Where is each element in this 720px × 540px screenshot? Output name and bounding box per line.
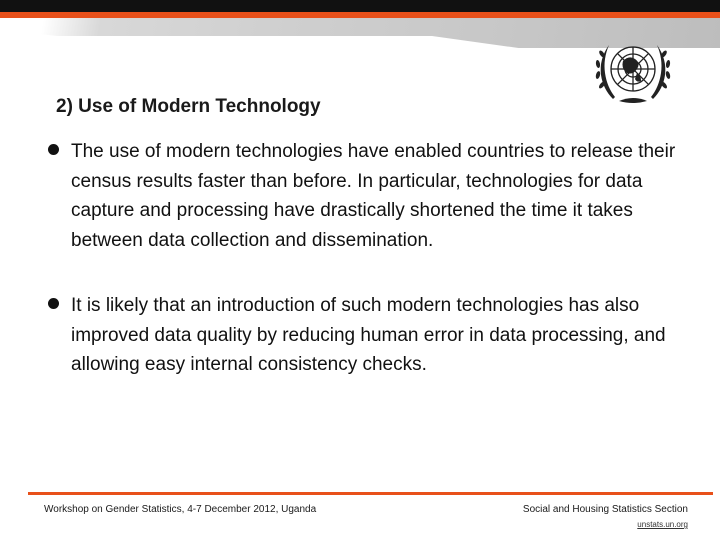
bullet-dot-icon [48,144,59,155]
accent-bar [0,12,720,18]
bullet-text: It is likely that an introduction of such modern technologies has also improved data quality by reducing human error in data processing, and allowing easy internal consistency checks. [71,295,666,375]
footer-website-link[interactable]: unstats.un.org [637,520,688,529]
bullet-list [44,137,684,380]
top-bar [0,0,720,12]
slide-title: 2) Use of Modern Technology [56,96,321,117]
bullet-item [44,137,684,255]
un-emblem-icon [583,33,683,115]
bullet-dot-icon [48,298,59,309]
footer-divider [28,492,713,495]
bullet-item [44,291,684,380]
footer-workshop-text: Workshop on Gender Statistics, 4-7 December 2012, Uganda [44,504,317,515]
footer-section-text: Social and Housing Statistics Section [522,504,688,515]
bullet-text: The use of modern technologies have enabled countries to release their census results faster than before. In particular, technologies for data capture and processing have drastically shortened the time it takes between data collection and dissemination. [71,141,676,251]
